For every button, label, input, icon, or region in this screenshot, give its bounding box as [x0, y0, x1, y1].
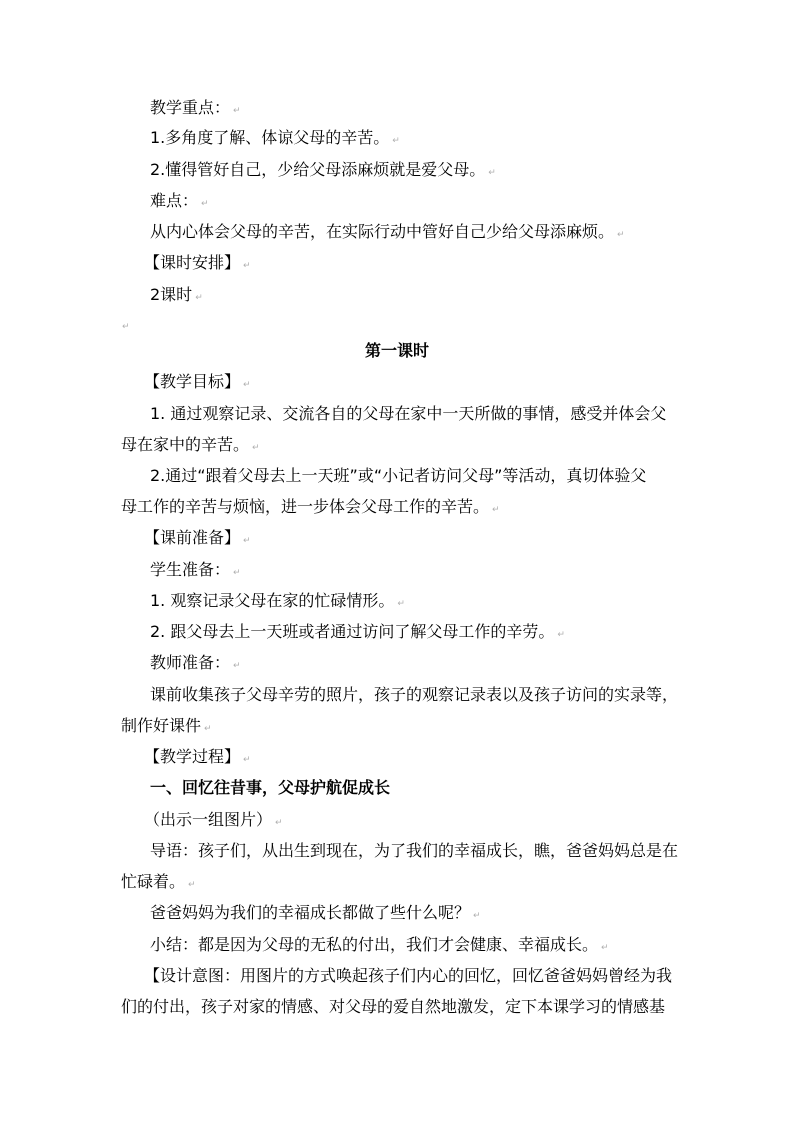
process-heading: 【教学过程】 ↵: [144, 747, 251, 766]
teacher-preparation-heading: 教师准备： ↵: [150, 653, 241, 672]
schedule-heading: 【课时安排】 ↵: [144, 253, 251, 272]
student-preparation-item-1: 1. 观察记录父母在家的忙碌情形。 ↵: [150, 591, 405, 610]
schedule-text: 2课时 ↵: [150, 285, 203, 304]
process-question: 爸爸妈妈为我们的幸福成长都做了些什么呢？ ↵: [150, 903, 481, 922]
objectives-item-2-line-2: 母工作的辛苦与烦恼，进一步体会父母工作的辛苦。 ↵: [121, 497, 500, 516]
empty-paragraph-mark: ↵: [122, 322, 130, 332]
process-summary: 小结：都是因为父母的无私的付出，我们才会健康、幸福成长。 ↵: [150, 935, 609, 954]
process-note: （出示一组图片） ↵: [144, 810, 283, 829]
objectives-item-1-line-2: 母在家中的辛苦。 ↵: [121, 435, 260, 454]
difficulty-text: 从内心体会父母的辛苦，在实际行动中管好自己少给父母添麻烦。 ↵: [150, 222, 625, 241]
teacher-preparation-line-1: 课前收集孩子父母辛劳的照片，孩子的观察记录表以及孩子访问的实录等，: [150, 685, 679, 704]
objectives-item-1-line-1: 1. 通过观察记录、交流各自的父母在家中一天所做的事情，感受并体会父: [150, 404, 667, 423]
teaching-focus-item-2: 2.懂得管好自己，少给父母添麻烦就是爱父母。 ↵: [150, 160, 496, 179]
objectives-heading: 【教学目标】 ↵: [144, 372, 251, 391]
process-design-line-2: 们的付出，孩子对家的情感、对父母的爱自然地激发，定下本课学习的情感基: [121, 997, 666, 1016]
process-intro-line-1: 导语：孩子们，从出生到现在，为了我们的幸福成长，瞧，爸爸妈妈总是在: [150, 841, 679, 860]
teaching-focus-heading: 教学重点： ↵: [150, 98, 241, 117]
teaching-focus-item-1: 1.多角度了解、体谅父母的辛苦。 ↵: [150, 128, 400, 147]
preparation-heading: 【课前准备】 ↵: [144, 528, 251, 547]
objectives-item-2-line-1: 2.通过“跟着父母去上一天班”或“小记者访问父母”等活动，真切体验父: [150, 466, 647, 485]
student-preparation-heading: 学生准备： ↵: [150, 560, 241, 579]
lesson-title: 第一课时: [364, 341, 429, 360]
process-intro-line-2: 忙碌着。 ↵: [121, 872, 196, 891]
difficulty-heading: 难点： ↵: [150, 191, 209, 210]
process-section-1-title: 一、回忆往昔事，父母护航促成长: [150, 778, 391, 797]
teacher-preparation-line-2: 制作好课件 ↵: [121, 716, 212, 735]
student-preparation-item-2: 2. 跟父母去上一天班或者通过访问了解父母工作的辛劳。 ↵: [150, 622, 565, 641]
process-design-line-1: 【设计意图：用图片的方式唤起孩子们内心的回忆，回忆爸爸妈妈曾经为我: [144, 966, 673, 985]
